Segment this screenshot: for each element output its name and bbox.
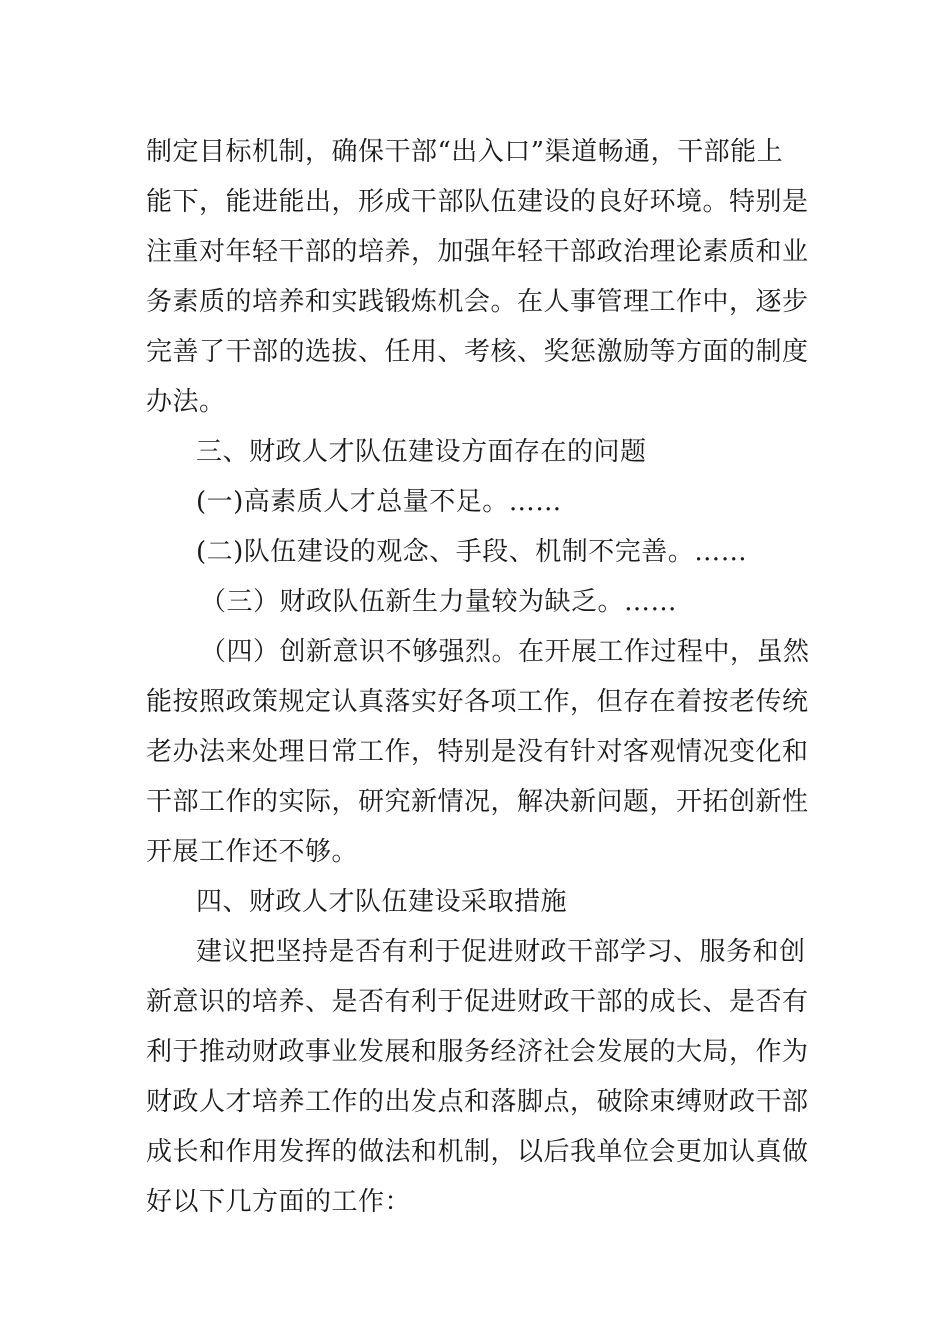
paragraph-line: 制定目标机制，确保干部“出入口”渠道畅通，干部能上 xyxy=(146,137,784,167)
paragraph-line: 成长和作用发挥的做法和机制，以后我单位会更加认真做 xyxy=(146,1137,809,1167)
paragraph-line: 能按照政策规定认真落实好各项工作，但存在着按老传统 xyxy=(146,687,809,717)
section-heading: 四、财政人才队伍建设采取措施 xyxy=(196,887,568,917)
paragraph-line: 完善了干部的选拔、任用、考核、奖惩激励等方面的制度 xyxy=(146,337,809,367)
section-heading: 三、财政人才队伍建设方面存在的问题 xyxy=(196,437,647,467)
paragraph-line: 利于推动财政事业发展和服务经济社会发展的大局，作为 xyxy=(146,1037,809,1067)
paragraph-line: 能下，能进能出，形成干部队伍建设的良好环境。特别是 xyxy=(146,187,809,217)
paragraph-line: 老办法来处理日常工作，特别是没有针对客观情况变化和 xyxy=(146,737,809,767)
paragraph-line: 财政人才培养工作的出发点和落脚点，破除束缚财政干部 xyxy=(146,1087,809,1117)
paragraph-line: （四）创新意识不够强烈。在开展工作过程中，虽然 xyxy=(200,637,810,667)
subheading-item: (一)高素质人才总量不足。…… xyxy=(196,487,562,517)
paragraph-line: 建议把坚持是否有利于促进财政干部学习、服务和创 xyxy=(196,937,806,967)
paragraph-line: 新意识的培养、是否有利于促进财政干部的成长、是否有 xyxy=(146,987,809,1017)
paragraph-line: 干部工作的实际，研究新情况，解决新问题，开拓创新性 xyxy=(146,787,809,817)
paragraph-line: 办法。 xyxy=(146,387,226,417)
paragraph-line: 开展工作还不够。 xyxy=(146,837,359,867)
paragraph-line: 好以下几方面的工作： xyxy=(146,1187,412,1217)
subheading-item: （三）财政队伍新生力量较为缺乏。…… xyxy=(200,587,678,617)
subheading-item: (二)队伍建设的观念、手段、机制不完善。…… xyxy=(196,537,748,567)
paragraph-line: 注重对年轻干部的培养，加强年轻干部政治理论素质和业 xyxy=(146,237,809,267)
paragraph-line: 务素质的培养和实践锻炼机会。在人事管理工作中，逐步 xyxy=(146,287,809,317)
